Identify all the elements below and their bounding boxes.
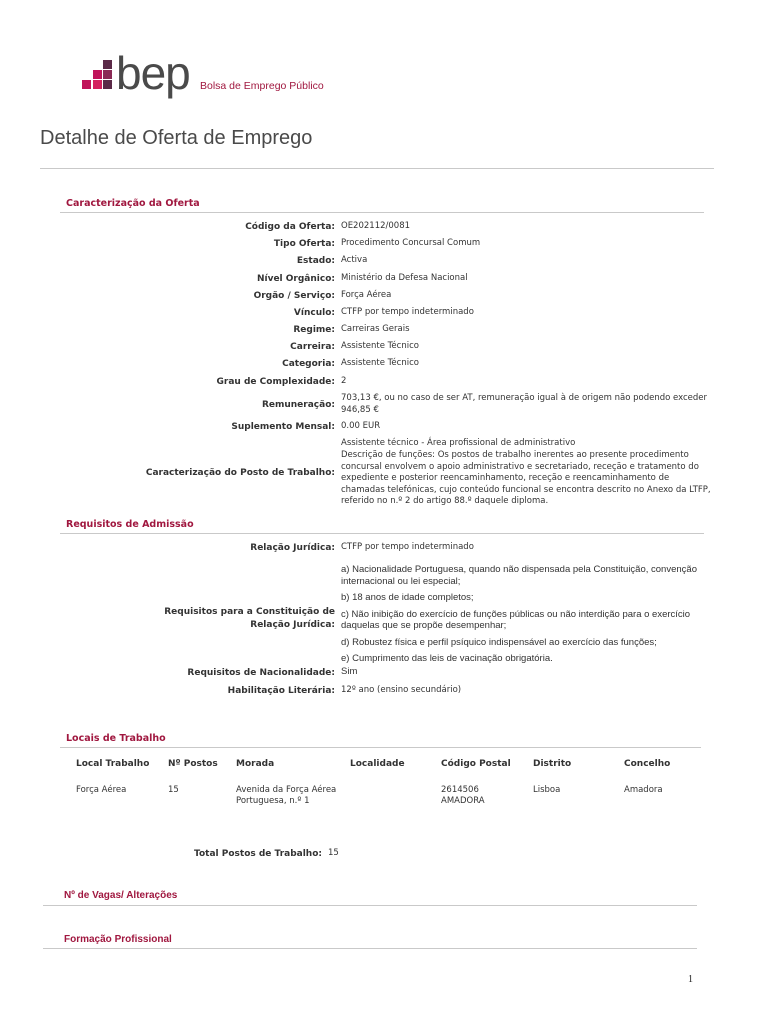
section-locais-divider <box>60 747 701 748</box>
requirement-item: c) Não inibição do exercício de funções públicas ou não interdição para o exercício daquelas que se propõe desempenhar; <box>341 608 691 631</box>
requirement-item: a) Nacionalidade Portuguesa, quando não dispensada pela Constituição, convenção internacional ou lei especial; <box>341 564 697 587</box>
habilitacao-label: Habilitação Literária: <box>227 686 335 696</box>
field-label: Orgão / Serviço: <box>253 291 335 301</box>
cell-distrito: Lisboa <box>533 785 561 795</box>
nacionalidade-value: Sim <box>341 666 358 677</box>
title-divider <box>40 168 714 169</box>
col-header-postos: Nº Postos <box>168 759 218 769</box>
page-title: Detalhe de Oferta de Emprego <box>40 127 313 149</box>
field-value: 703,13 €, ou no caso de ser AT, remuneração igual à de origem não podendo exceder 946,85 € <box>341 393 707 415</box>
logo-square-3 <box>103 70 112 79</box>
nacionalidade-label: Requisitos de Nacionalidade: <box>187 668 335 678</box>
field-value: Ministério da Defesa Nacional <box>341 273 468 283</box>
section-caracterizacao-title: Caracterização da Oferta <box>66 198 200 209</box>
field-value: 2 <box>341 376 347 386</box>
relacao-juridica-value: CTFP por tempo indeterminado <box>341 542 474 552</box>
cell-local: Força Aérea <box>76 785 127 795</box>
cell-codigo-postal-line2: AMADORA <box>441 796 485 806</box>
field-value: Assistente Técnico <box>341 341 419 351</box>
field-value: Activa <box>341 255 368 265</box>
section-formacao-title: Formação Profissional <box>64 934 172 945</box>
field-label: Tipo Oferta: <box>273 239 335 249</box>
section-vagas-divider <box>43 905 697 906</box>
field-label: Categoria: <box>282 359 335 369</box>
cell-concelho: Amadora <box>624 785 663 795</box>
field-value: CTFP por tempo indeterminado <box>341 307 474 317</box>
col-header-distrito: Distrito <box>533 759 572 769</box>
field-label: Carreira: <box>290 342 335 352</box>
field-label: Grau de Complexidade: <box>216 377 335 387</box>
habilitacao-value: 12º ano (ensino secundário) <box>341 685 462 695</box>
field-value-line2: Descrição de funções: Os postos de trabalho inerentes ao presente procedimento concursal envolvem o apoio administrativo e secretariado, receção e tratamento do expediente e posterior reencaminhamento, receção e reencaminhamento de chamadas telefónicas, cujo conteúdo funcional se encontra descrito no Anexo da LTFP, referido no n.º 2 do artigo 88.º daquele diploma. <box>341 450 711 506</box>
section-caracterizacao-divider <box>60 212 704 213</box>
field-label: Remuneração: <box>261 400 335 410</box>
section-requisitos-divider <box>60 533 704 534</box>
field-value-line1: Assistente técnico - Área profissional de administrativo <box>341 438 576 448</box>
col-header-codigo-postal: Código Postal <box>441 759 511 769</box>
logo-square-5 <box>93 80 102 89</box>
field-value: Procedimento Concursal Comum <box>341 238 481 248</box>
cell-morada: Avenida da Força Aérea Portuguesa, n.º 1 <box>236 785 337 806</box>
requirement-item: b) 18 anos de idade completos; <box>341 592 474 603</box>
field-label: Nível Orgânico: <box>256 274 335 284</box>
field-label: Suplemento Mensal: <box>231 422 335 432</box>
field-value: OE202112/0081 <box>341 221 411 231</box>
field-value: Carreiras Gerais <box>341 324 410 334</box>
field-label: Regime: <box>293 325 335 335</box>
total-postos-label: Total Postos de Trabalho: <box>194 849 322 859</box>
cell-postos: 15 <box>168 785 179 795</box>
col-header-morada: Morada <box>236 759 275 769</box>
logo-square-2 <box>93 70 102 79</box>
col-header-localidade: Localidade <box>350 759 405 769</box>
logo-square-1 <box>103 60 112 69</box>
col-header-local: Local Trabalho <box>76 759 150 769</box>
field-label: Estado: <box>296 256 335 266</box>
logo-square-6 <box>103 80 112 89</box>
requirement-item: e) Cumprimento das leis de vacinação obrigatória. <box>341 653 553 664</box>
field-value: Assistente Técnico <box>341 358 419 368</box>
constituicao-label-line1: Requisitos para a Constituição de <box>164 607 335 617</box>
page-number: 1 <box>688 974 693 985</box>
field-label: Vínculo: <box>293 308 335 318</box>
field-label: Caracterização do Posto de Trabalho: <box>145 468 335 478</box>
total-postos-value: 15 <box>328 848 339 858</box>
field-value: Força Aérea <box>341 290 392 300</box>
logo-subtitle: Bolsa de Emprego Público <box>200 80 324 92</box>
relacao-juridica-label: Relação Jurídica: <box>250 543 335 553</box>
field-value: 0.00 EUR <box>341 421 381 431</box>
logo-square-4 <box>82 80 91 89</box>
section-vagas-title: Nº de Vagas/ Alterações <box>64 890 178 901</box>
requirement-item: d) Robustez física e perfil psíquico indispensável ao exercício das funções; <box>341 636 657 648</box>
field-label: Código da Oferta: <box>245 222 335 232</box>
constituicao-label-line2: Relação Jurídica: <box>250 620 335 630</box>
logo-wordmark: bep <box>116 47 190 99</box>
section-formacao-divider <box>43 948 697 949</box>
col-header-concelho: Concelho <box>624 759 671 769</box>
section-locais-title: Locais de Trabalho <box>66 733 166 744</box>
cell-codigo-postal-line1: 2614506 <box>441 785 479 795</box>
section-requisitos-title: Requisitos de Admissão <box>66 519 194 530</box>
constituicao-requirements-list <box>341 564 711 670</box>
